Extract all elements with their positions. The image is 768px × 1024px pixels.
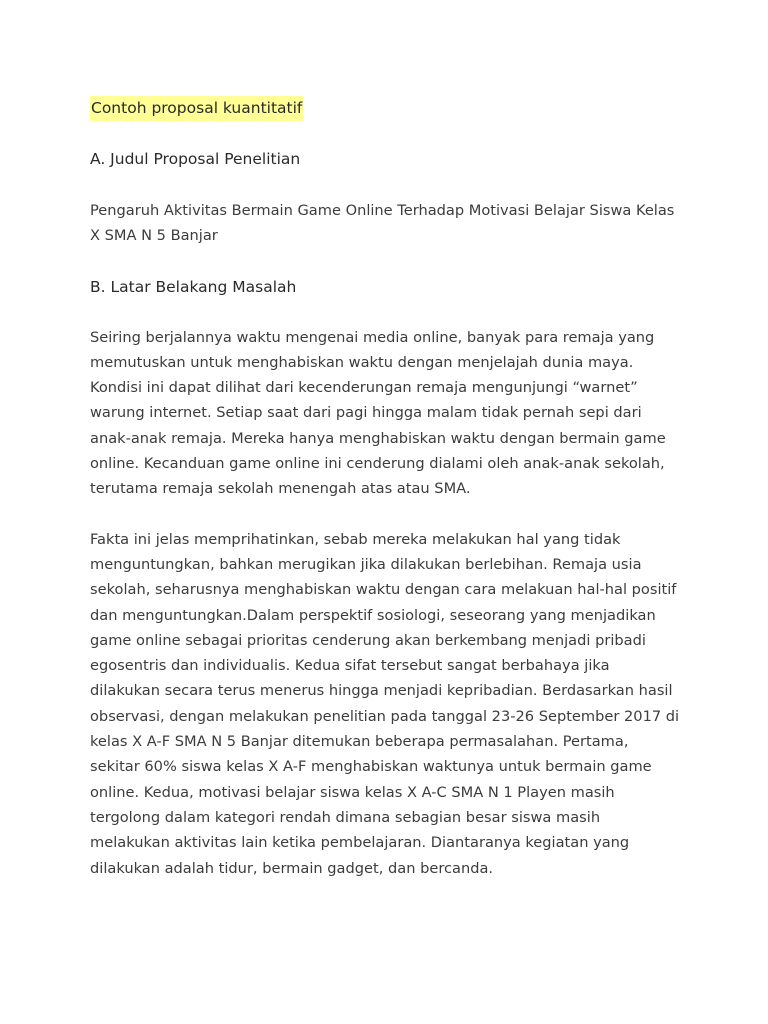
text-line: melakukan aktivitas lain ketika pembelajaran. Diantaranya kegiatan yang [90,834,630,852]
text-line: Pengaruh Aktivitas Bermain Game Online Terhadap Motivasi Belajar Siswa Kelas [90,202,675,219]
text-line: dan menguntungkan.Dalam perspektif sosiologi, seseorang yang menjadikan [90,606,656,624]
title-block [90,96,690,121]
text-line: kelas X A-F SMA N 5 Banjar ditemukan beberapa permasalahan. Pertama, [90,733,629,751]
text-line: game online sebagai prioritas cenderung akan berkembang menjadi pribadi [90,631,646,649]
text-line: dilakukan adalah tidur, bermain gadget, dan bercanda. [90,859,494,877]
background-paragraph-1 [90,325,690,502]
text-line: memutuskan untuk menghabiskan waktu dengan menjelajah dunia maya. [90,353,634,371]
text-line: observasi, dengan melakukan penelitian pada tanggal 23-26 September 2017 di [90,707,680,725]
text-line: anak-anak remaja. Mereka hanya menghabiskan waktu dengan bermain game [90,429,666,447]
text-line: egosentris dan individualis. Kedua sifat tersebut sangat berbahaya jika [90,657,610,675]
text-line: Seiring berjalannya waktu mengenai media online, banyak para remaja yang [90,328,655,346]
text-line: tergolong dalam kategori rendah dimana sebagian besar siswa masih [90,808,601,826]
text-line: sekitar 60% siswa kelas X A-F menghabiskan waktunya untuk bermain game [90,758,652,776]
section-b-heading: B. Latar Belakang Masalah [90,277,297,296]
text-line: dilakukan secara terus menerus hingga menjadi kepribadian. Berdasarkan hasil [90,682,673,700]
text-line: sekolah, seharusnya menghabiskan waktu dengan cara melakuan hal-hal positif [90,581,677,599]
proposal-title-paragraph [90,198,690,249]
document-body [90,96,690,881]
text-line: Kondisi ini dapat dilihat dari kecenderungan remaja mengunjungi “warnet” [90,379,638,397]
text-line: online. Kedua, motivasi belajar siswa kelas X A-C SMA N 1 Playen masih [90,783,615,801]
document-title: Contoh proposal kuantitatif [90,96,303,121]
text-line: Fakta ini jelas memprihatinkan, sebab mereka melakukan hal yang tidak [90,530,621,548]
text-line: warung internet. Setiap saat dari pagi hingga malam tidak pernah sepi dari [90,404,642,422]
text-line: menguntungkan, bahkan merugikan jika dilakukan berlebihan. Remaja usia [90,555,642,573]
text-line: terutama remaja sekolah menengah atas atau SMA. [90,480,471,498]
text-line: online. Kecanduan game online ini cenderung dialami oleh anak-anak sekolah, [90,455,665,473]
background-paragraph-2 [90,527,690,881]
text-line: X SMA N 5 Banjar [90,227,218,245]
section-a-heading: A. Judul Proposal Penelitian [90,150,301,168]
